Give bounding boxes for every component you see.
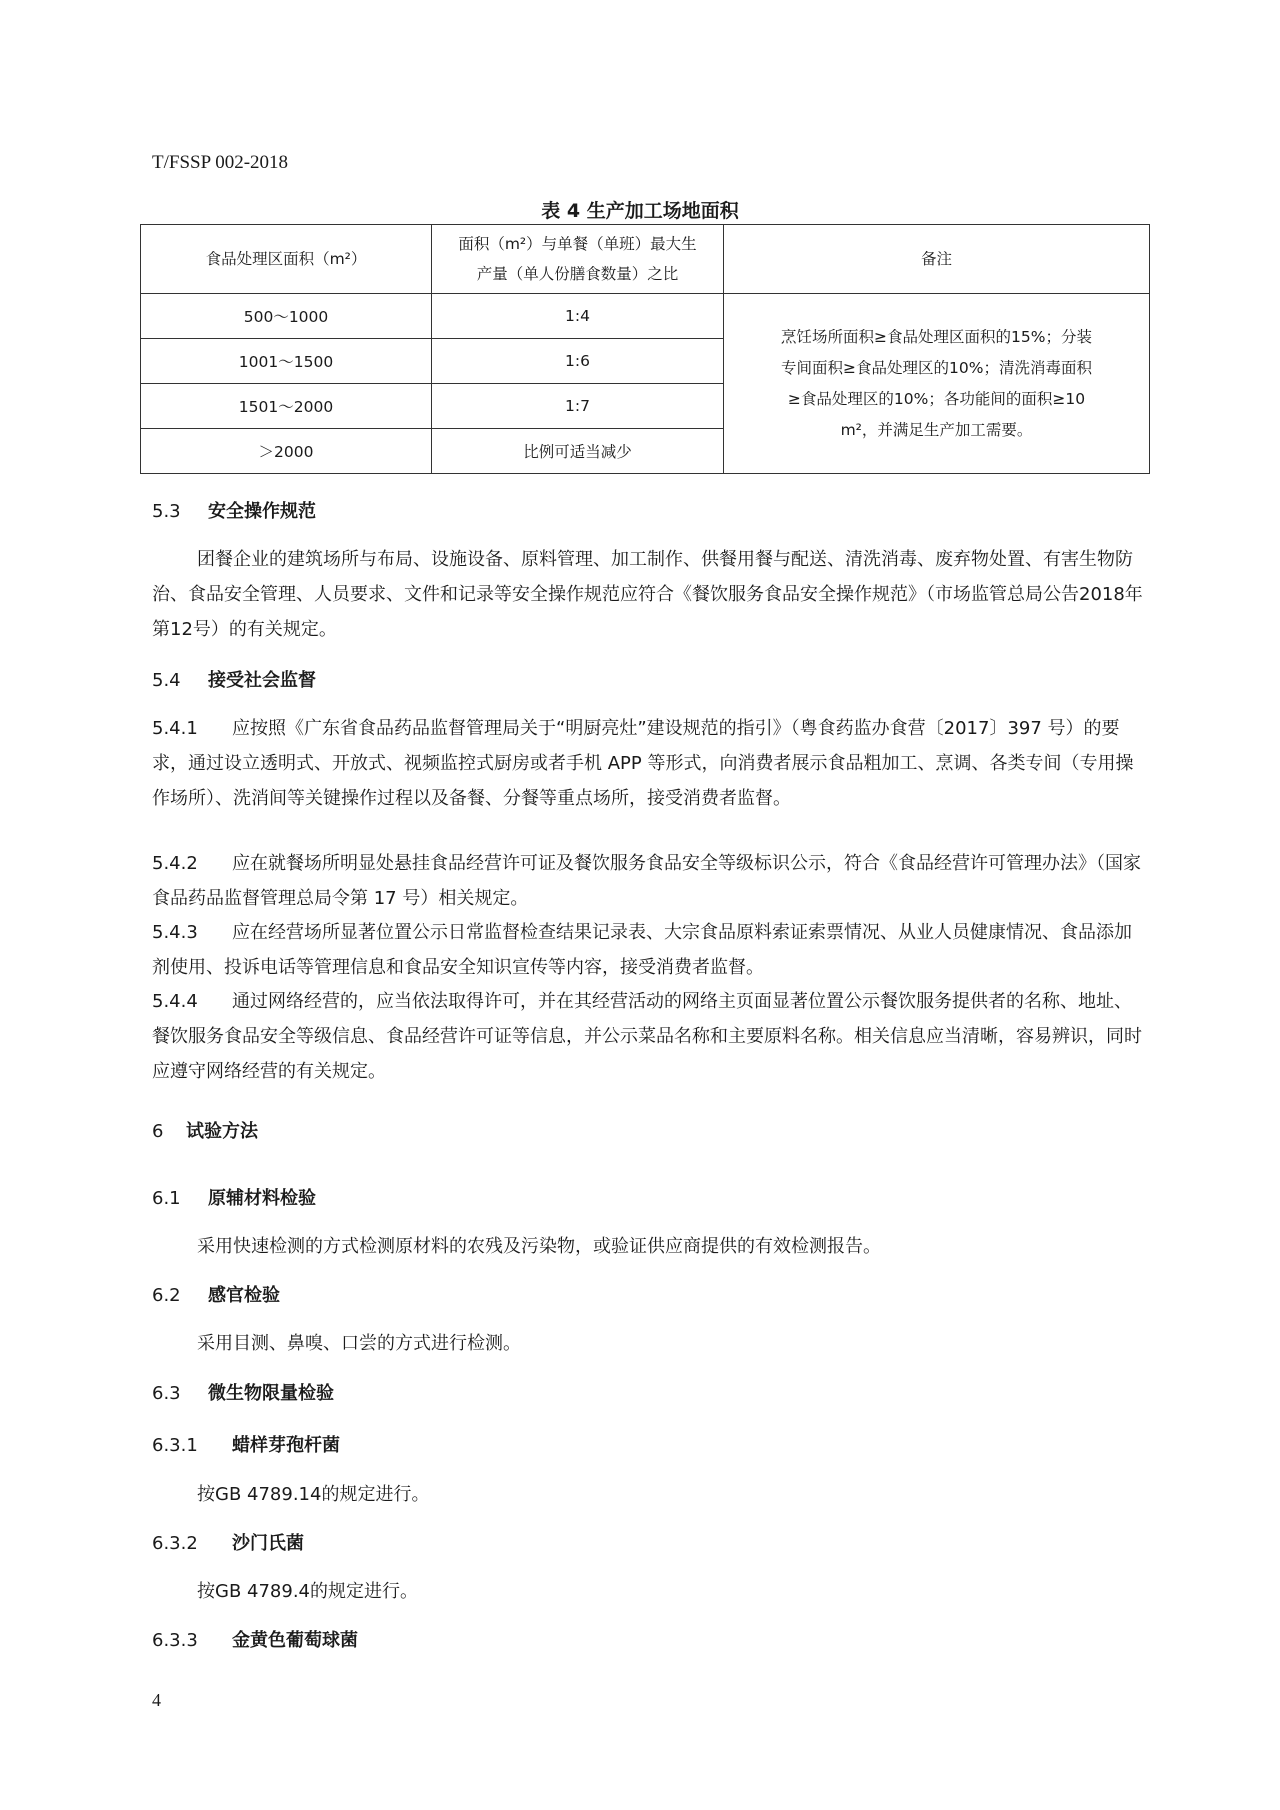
table-title: 表 4 生产加工场地面积 [541,200,739,222]
clause-text: 通过网络经营的，应当依法取得许可，并在其经营活动的网络主页面显著位置公示餐饮服务提供者的名称、地址、餐饮服务食品安全等级信息、食品经营许可证等信息，并公示菜品名称和主要原料名称。相关信息应当清晰，容易辨识，同时应遵守网络经营的有关规定。 [152,991,1142,1082]
header-ratio-line1: 面积（m²）与单餐（单班）最大生 [458,235,697,253]
area-table [140,224,1150,474]
header-area: 食品处理区面积（m²） [141,225,432,294]
note-line: ≥食品处理区的10%；各功能间的面积≥10 [787,389,1086,408]
heading-number: 6.3 [152,1383,181,1404]
clause-number: 5.4.1 [152,718,198,739]
heading-number: 5.4 [152,670,181,691]
clause-5-4-3 [152,915,1147,985]
heading-title: 接受社会监督 [208,670,316,691]
heading-6-2 [152,1281,280,1307]
document-code: T/FSSP 002-2018 [152,152,289,173]
table-header-row [141,225,1150,294]
paragraph-6-2: 采用目测、鼻嗅、口尝的方式进行检测。 [197,1333,521,1354]
heading-title: 原辅材料检验 [208,1188,316,1209]
heading-number: 5.3 [152,501,181,522]
heading-number: 6.1 [152,1188,181,1209]
clause-text: 应在就餐场所明显处悬挂食品经营许可证及餐饮服务食品安全等级标识公示，符合《食品经营许可管理办法》（国家食品药品监督管理总局令第 17 号）相关规定。 [152,853,1141,909]
clause-text: 应在经营场所显著位置公示日常监督检查结果记录表、大宗食品原料索证索票情况、从业人员健康情况、食品添加剂使用、投诉电话等管理信息和食品安全知识宣传等内容，接受消费者监督。 [152,922,1132,978]
paragraph-6-1: 采用快速检测的方式检测原材料的农残及污染物，或验证供应商提供的有效检测报告。 [197,1236,881,1257]
heading-title: 金黄色葡萄球菌 [232,1630,358,1651]
heading-number: 6 [152,1121,164,1142]
heading-title: 蜡样芽孢杆菌 [232,1435,340,1456]
heading-number: 6.2 [152,1285,181,1306]
note-line: 专间面积≥食品处理区的10%；清洗消毒面积 [781,358,1092,377]
header-note: 备注 [724,225,1150,294]
header-ratio [432,225,724,294]
heading-6-3-3 [152,1626,358,1652]
area-cell: 500～1000 [141,294,432,339]
paragraph-6-3-2: 按GB 4789.4的规定进行。 [197,1581,419,1602]
clause-text: 应按照《广东省食品药品监督管理局关于“明厨亮灶”建设规范的指引》（粤食药监办食营〔2017〕397 号）的要求，通过设立透明式、开放式、视频监控式厨房或者手机 APP 等形式，向消费者展示食品粗加工、烹调、各类专间（专用操作场所）、洗消间等关键操作过程以及备餐、分餐等重点场所，接受消费者监督。 [152,718,1134,809]
clause-number: 5.4.4 [152,991,198,1012]
heading-6 [152,1117,258,1143]
area-cell: 1501～2000 [141,384,432,429]
header-ratio-line2: 产量（单人份膳食数量）之比 [476,265,679,283]
page-number: 4 [152,1690,161,1710]
heading-6-3 [152,1379,334,1405]
heading-title: 安全操作规范 [208,501,316,522]
ratio-cell: 比例可适当减少 [432,429,724,474]
clause-number: 5.4.2 [152,853,198,874]
clause-number: 5.4.3 [152,922,198,943]
heading-title: 沙门氏菌 [232,1533,304,1554]
heading-title: 试验方法 [186,1121,258,1142]
ratio-cell: 1:6 [432,339,724,384]
heading-title: 微生物限量检验 [208,1383,334,1404]
paragraph-6-3-1: 按GB 4789.14的规定进行。 [197,1484,430,1505]
heading-6-1 [152,1184,316,1210]
heading-number: 6.3.1 [152,1435,198,1456]
note-line: 烹饪场所面积≥食品处理区面积的15%；分装 [781,327,1092,346]
paragraph-5-3: 团餐企业的建筑场所与布局、设施设备、原料管理、加工制作、供餐用餐与配送、清洗消毒、废弃物处置、有害生物防治、食品安全管理、人员要求、文件和记录等安全操作规范应符合《餐饮服务食品安全操作规范》（市场监管总局公告2018年第12号）的有关规定。 [152,549,1143,640]
note-cell [724,294,1150,474]
heading-number: 6.3.3 [152,1630,198,1651]
area-cell: 1001～1500 [141,339,432,384]
clause-5-4-4 [152,984,1147,1089]
area-cell: ＞2000 [141,429,432,474]
table-row [141,294,1150,339]
ratio-cell: 1:4 [432,294,724,339]
heading-5-3 [152,497,316,523]
clause-5-4-2 [152,846,1147,916]
clause-5-4-1 [152,711,1147,816]
heading-6-3-2 [152,1529,304,1555]
ratio-cell: 1:7 [432,384,724,429]
heading-number: 6.3.2 [152,1533,198,1554]
heading-title: 感官检验 [208,1285,280,1306]
note-line: m²，并满足生产加工需要。 [840,420,1033,439]
heading-5-4 [152,666,316,692]
heading-6-3-1 [152,1431,340,1457]
